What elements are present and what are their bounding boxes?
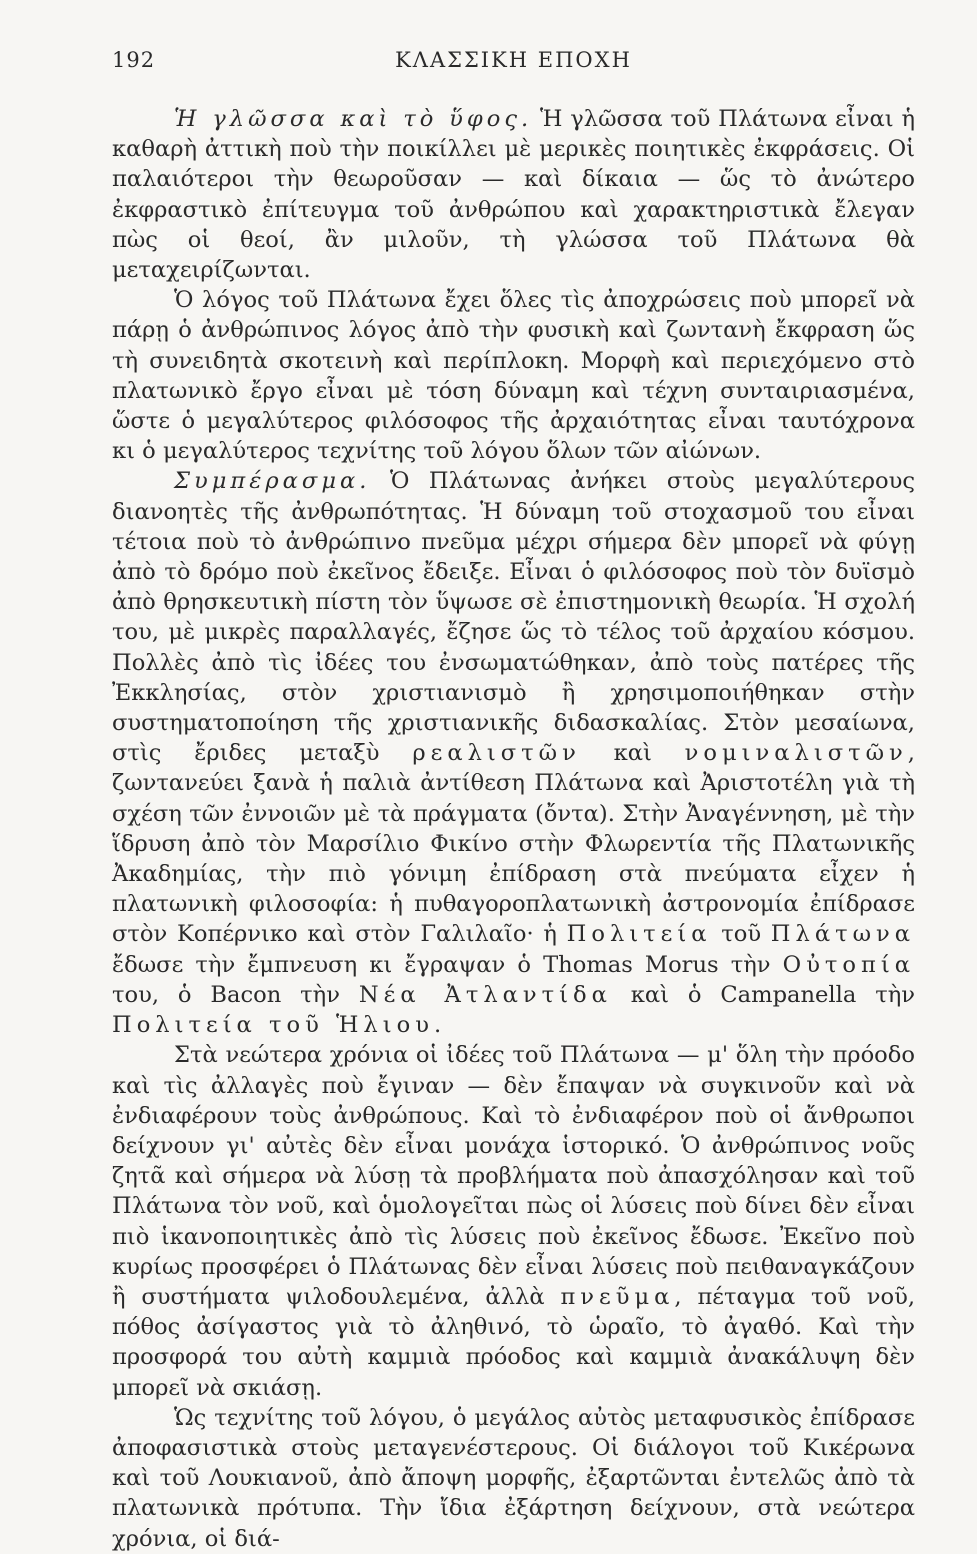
paragraph-influence bbox=[112, 1403, 915, 1554]
paragraph-text: Ὁ Πλάτωνας ἀνήκει στοὺς μεγαλύτερους διανοητὲς τῆς ἀνθρωπότητας. Ἡ δύναμη τοῦ στοχασμοῦ του εἶναι τέτοια ποὺ τὸ ἀνθρώπινο πνεῦμα μέχρι σήμερα δὲν μπορεῖ νὰ φύγῃ ἀπὸ τὸ δρόμο ποὺ ἐκεῖνος ἔδειξε. Εἶναι ὁ φιλόσοφος ποὺ τὸν δυϊσμὸ ἀπὸ θρησκευτικὴ πίστη τὸν ὕψωσε σὲ ἐπιστημονικὴ θεωρία. Ἡ σχολή του, μὲ μικρὲς παραλλαγές, ἔζησε ὥς τὸ τέλος τοῦ ἀρχαίου κόσμου. Πολλὲς ἀπὸ τὶς ἰδέες του ἐνσωματώθηκαν, ἀπὸ τοὺς πατέρες τῆς Ἐκκλησίας, στὸν χριστιανισμὸ ἢ χρησιμοποιήθηκαν στὴν συστηματοποίηση τῆς χριστιανικῆς διδασκαλίας. Στὸν μεσαίωνα, στὶς ἔριδες μεταξὺ bbox=[112, 468, 915, 767]
paragraph-conclusion bbox=[112, 466, 915, 1040]
spaced-term-spirit: πνεῦμα bbox=[560, 1283, 675, 1310]
paragraph-text: Ὁ λόγος τοῦ Πλάτωνα ἔχει ὅλες τὶς ἀποχρώσεις ποὺ μπορεῖ νὰ πάρῃ ὁ ἀνθρώπινος λόγος ἀπὸ τὴν φυσικὴ καὶ ζωντανὴ ἔκφραση ὥς τὴ συνειδητὰ σκοτεινὴ καὶ περίπλοκη. Μορφὴ καὶ περιεχόμενο στὸ πλατωνικὸ ἔργο εἶναι μὲ τόση δύναμη καὶ τέχνη συνταιριασμένα, ὥστε ὁ μεγαλύτερος φιλόσοφος τῆς ἀρχαιότητας εἶναι ταυτόχρονα κι ὁ μεγαλύτερος τεχνίτης τοῦ λόγου ὅλων τῶν αἰώνων. bbox=[112, 287, 915, 465]
running-title: ΚΛΑΣΣΙΚΗ ΕΠΟΧΗ bbox=[395, 48, 632, 72]
spaced-work-politeia: Πολιτεία bbox=[566, 921, 712, 948]
paragraph-logos bbox=[112, 285, 915, 466]
spaced-term-realists: ρεαλιστῶν bbox=[412, 740, 581, 767]
paragraph-text: Ὡς τεχνίτης τοῦ λόγου, ὁ μεγάλος αὐτὸς μεταφυσικὸς ἐπίδρασε ἀποφασιστικὰ στοὺς μεταγενέστερους. Οἱ διάλογοι τοῦ Κικέρωνα καὶ τοῦ Λουκιανοῦ, ἀπὸ ἄποψη μορφῆς, ἐξαρτῶνται ἐντελῶς ἀπὸ τὰ πλατωνικὰ πρότυπα. Τὴν ἴδια ἐξάρτηση δείχνουν, στὰ νεώτερα χρόνια, οἱ διά- bbox=[112, 1404, 915, 1552]
spaced-author-plato: Πλάτωνα bbox=[770, 921, 915, 948]
page-number: 192 bbox=[112, 48, 156, 72]
spaced-work-utopia: Οὐτοπία bbox=[782, 951, 915, 978]
paragraph-modern-times bbox=[112, 1040, 915, 1402]
paragraph-text: , ζωντανεύει ξανὰ ἡ παλιὰ ἀντίθεση Πλάτωνα καὶ Ἀριστοτέλη γιὰ τὴ σχέση τῶν ἐννοιῶν μὲ τὰ πράγματα (ὄντα). Στὴν Ἀναγέννηση, μὲ τὴν ἵδρυση ἀπὸ τὸν Μαρσίλιο Φικίνο στὴν Φλωρεντία τῆς Πλατωνικῆς Ἀκαδημίας, τὴν πιὸ γόνιμη ἐπίδραση στὰ πνεύματα εἶχεν ἡ πλατωνικὴ φιλοσοφία: ἡ πυθαγοροπλατωνικὴ ἀστρονομία ἐπίδρασε στὸν Κοπέρνικο καὶ στὸν Γαλιλαῖο· ἡ bbox=[112, 740, 915, 948]
page-header bbox=[112, 44, 915, 84]
paragraph-text: καὶ bbox=[613, 740, 652, 767]
section-heading-conclusion: Συμπέρασμα. bbox=[174, 468, 371, 495]
paragraph-text: του, ὁ Bacon τὴν bbox=[112, 981, 340, 1008]
paragraph-text: , πέταγμα τοῦ νοῦ, πόθος ἀσίγαστος γιὰ τὸ ἀληθινό, τὸ ὡραῖο, τὸ ἀγαθό. Καὶ τὴν προσφορά του αὐτὴ καμμιὰ πρόοδος καὶ καμμιὰ ἀνακάλυψη δὲν μπορεῖ νὰ σκιάσῃ. bbox=[112, 1283, 916, 1401]
spaced-term-nominalists: νομιναλιστῶν bbox=[684, 740, 908, 767]
page-body bbox=[112, 104, 915, 1554]
paragraph-text: τοῦ bbox=[721, 921, 762, 948]
paragraph-language-style bbox=[112, 104, 915, 285]
spaced-work-new-atlantis: Νέα Ἀτλαντίδα bbox=[358, 981, 612, 1008]
paragraph-text: καὶ ὁ Campanella τὴν bbox=[630, 981, 916, 1008]
paragraph-text: ἔδωσε τὴν ἔμπνευση κι ἔγραψαν ὁ Thomas Morus τὴν bbox=[112, 951, 771, 978]
paragraph-text: Ἡ γλῶσσα τοῦ Πλάτωνα εἶναι ἡ καθαρὴ ἀττικὴ ποὺ τὴν ποικίλλει μὲ μερικὲς ποιητικὲς ἐκφράσεις. Οἱ παλαιότεροι τὴν θεωροῦσαν — καὶ δίκαια — ὥς τὸ ἀνώτερο ἐκφραστικὸ ἐπίτευγμα τοῦ ἀνθρώπου καὶ χαρακτηριστικὰ ἔλεγαν πὼς οἱ θεοί, ἂν μιλοῦν, τὴ γλώσσα τοῦ Πλάτωνα θὰ μεταχειρίζωνται. bbox=[112, 106, 915, 284]
spaced-work-city-of-sun: Πολιτεία τοῦ Ἡλιου. bbox=[112, 1012, 447, 1039]
paragraph-text: Στὰ νεώτερα χρόνια οἱ ἰδέες τοῦ Πλάτωνα — μ' ὅλη τὴν πρόοδο καὶ τὶς ἀλλαγὲς ποὺ ἔγιναν — δὲν ἔπαψαν νὰ συγκινοῦν καὶ νὰ ἐνδιαφέρουν τοὺς ἀνθρώπους. Καὶ τὸ ἐνδιαφέρον ποὺ οἱ ἄνθρωποι δείχνουν γι' αὐτὲς δὲν εἶναι μονάχα ἱστορικό. Ὁ ἀνθρώπινος νοῦς ζητᾶ καὶ σήμερα νὰ λύσῃ τὰ προβλήματα ποὺ ἀπασχόλησαν καὶ τοῦ Πλάτωνα τὸν νοῦ, καὶ ὁμολογεῖται πὼς οἱ λύσεις ποὺ δίνει δὲν εἶναι πιὸ ἱκανοποιητικὲς ἀπὸ τὶς λύσεις ποὺ ἐκεῖνος ἔδωσε. Ἐκεῖνο ποὺ κυρίως προσφέρει ὁ Πλάτωνας δὲν εἶναι λύσεις ποὺ πειθαναγκάζουν ἢ συστήματα ψιλοδουλεμένα, ἀλλὰ bbox=[112, 1042, 915, 1310]
section-heading-language: Ἡ γλῶσσα καὶ τὸ ὕφος. bbox=[174, 106, 533, 132]
